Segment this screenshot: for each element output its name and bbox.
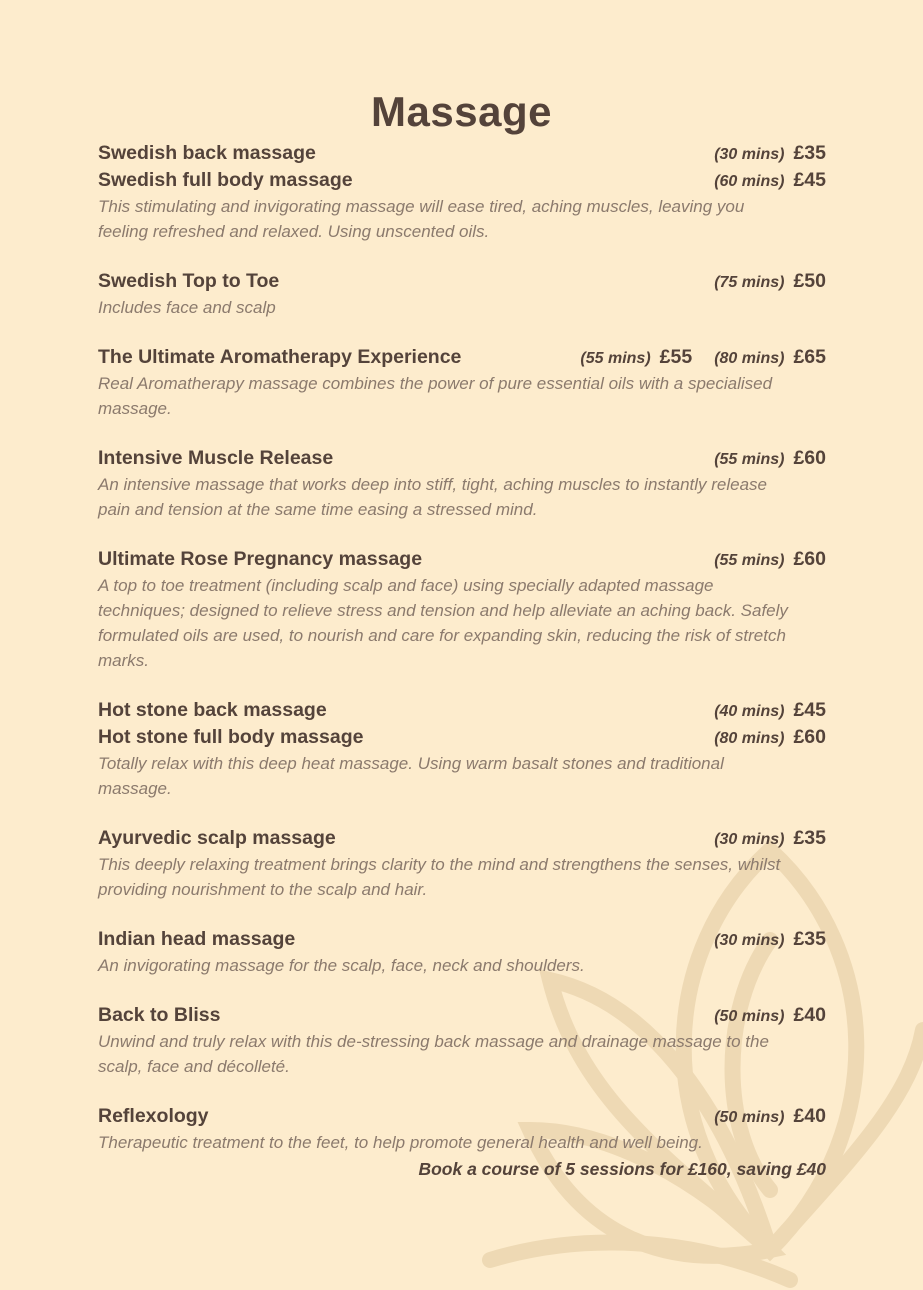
service-row (98, 344, 826, 371)
course-offer-note: Book a course of 5 sessions for £160, saving £40 (418, 1159, 826, 1179)
service-pricing (692, 1002, 826, 1030)
service-name: Ayurvedic scalp massage (98, 827, 336, 849)
service-row (98, 268, 826, 295)
service-price: £40 (793, 1004, 826, 1026)
service-duration: (55 mins) (580, 350, 651, 367)
service-description: This stimulating and invigorating massage will ease tired, aching muscles, leaving you feeling refreshed and relaxed. Using unscented oils. (98, 197, 745, 241)
price-option (714, 926, 826, 954)
service-description: Therapeutic treatment to the feet, to help promote general health and well being. (98, 1133, 703, 1152)
price-option (714, 1002, 826, 1030)
service-name: The Ultimate Aromatherapy Experience (98, 346, 462, 368)
page-title: Massage (371, 88, 552, 135)
service-pricing (692, 268, 826, 296)
service-item (98, 546, 826, 673)
service-item (98, 1103, 826, 1182)
service-price: £55 (659, 346, 693, 368)
service-pricing (692, 445, 826, 473)
service-price: £50 (793, 270, 826, 292)
service-row (98, 825, 826, 852)
price-option (714, 445, 826, 473)
service-pricing (692, 724, 826, 752)
price-option (580, 344, 692, 372)
service-price: £60 (793, 548, 826, 570)
service-price: £45 (793, 699, 826, 721)
service-name: Hot stone back massage (98, 699, 327, 721)
price-option (714, 825, 826, 853)
service-description: Unwind and truly relax with this de-stressing back massage and drainage massage to the scalp, face and décolleté. (98, 1032, 769, 1076)
service-name: Ultimate Rose Pregnancy massage (98, 548, 423, 570)
service-duration: (50 mins) (714, 1109, 785, 1126)
service-price: £60 (793, 447, 826, 469)
service-duration: (30 mins) (714, 932, 785, 949)
service-item (98, 1002, 826, 1079)
service-description: Totally relax with this deep heat massage. Using warm basalt stones and traditional massage. (98, 754, 724, 798)
price-option (714, 724, 826, 752)
service-price: £35 (793, 827, 826, 849)
service-pricing (692, 546, 826, 574)
service-row (98, 445, 826, 472)
service-duration: (50 mins) (714, 1008, 785, 1025)
service-pricing (692, 167, 826, 195)
price-option (714, 167, 826, 195)
service-item (98, 344, 826, 421)
service-row (98, 167, 826, 194)
service-name: Intensive Muscle Release (98, 447, 334, 469)
service-name: Reflexology (98, 1105, 209, 1127)
service-item (98, 140, 826, 244)
service-duration: (55 mins) (714, 451, 785, 468)
service-pricing (692, 697, 826, 725)
service-pricing (558, 344, 826, 372)
service-description: This deeply relaxing treatment brings clarity to the mind and strengthens the senses, whilst providing nourishment to the scalp and hair. (98, 855, 781, 899)
service-pricing (692, 825, 826, 853)
service-item (98, 697, 826, 801)
service-duration: (60 mins) (714, 173, 785, 190)
price-option (714, 140, 826, 168)
service-menu (98, 140, 826, 1206)
service-item (98, 825, 826, 902)
service-price: £65 (793, 346, 826, 368)
service-pricing (692, 140, 826, 168)
service-name: Indian head massage (98, 928, 296, 950)
service-pricing (692, 1103, 826, 1131)
service-row (98, 697, 826, 724)
service-row (98, 1103, 826, 1130)
service-duration: (30 mins) (714, 146, 785, 163)
price-option (714, 546, 826, 574)
service-name: Swedish Top to Toe (98, 270, 280, 292)
price-option (714, 1103, 826, 1131)
service-name: Hot stone full body massage (98, 726, 364, 748)
service-row (98, 140, 826, 167)
service-price: £45 (793, 169, 826, 191)
service-duration: (80 mins) (714, 730, 785, 747)
price-option (714, 344, 826, 372)
service-price: £35 (793, 928, 826, 950)
service-description: An intensive massage that works deep into stiff, tight, aching muscles to instantly release pain and tension at the same time easing a stressed mind. (98, 475, 768, 519)
service-row (98, 1002, 826, 1029)
service-description: A top to toe treatment (including scalp and face) using specially adapted massage techniques; designed to relieve stress and tension and help alleviate an aching back. Safely formulated oils are used, to nourish and care for expanding skin, reducing the risk of stretch marks. (98, 576, 788, 670)
service-name: Back to Bliss (98, 1004, 221, 1026)
service-duration: (75 mins) (714, 274, 785, 291)
service-row (98, 724, 826, 751)
service-description: Includes face and scalp (98, 298, 276, 317)
service-description: Real Aromatherapy massage combines the power of pure essential oils with a specialised massage. (98, 374, 773, 418)
service-name: Swedish full body massage (98, 169, 353, 191)
price-option (714, 697, 826, 725)
service-pricing (692, 926, 826, 954)
service-row (98, 926, 826, 953)
service-item (98, 926, 826, 978)
service-duration: (30 mins) (714, 831, 785, 848)
service-price: £35 (793, 142, 826, 164)
service-item (98, 445, 826, 522)
service-row (98, 546, 826, 573)
service-duration: (55 mins) (714, 552, 785, 569)
service-description: An invigorating massage for the scalp, face, neck and shoulders. (98, 956, 585, 975)
service-price: £40 (793, 1105, 826, 1127)
service-name: Swedish back massage (98, 142, 316, 164)
service-duration: (40 mins) (714, 703, 785, 720)
service-price: £60 (793, 726, 826, 748)
service-item (98, 268, 826, 320)
price-option (714, 268, 826, 296)
service-duration: (80 mins) (714, 350, 785, 367)
